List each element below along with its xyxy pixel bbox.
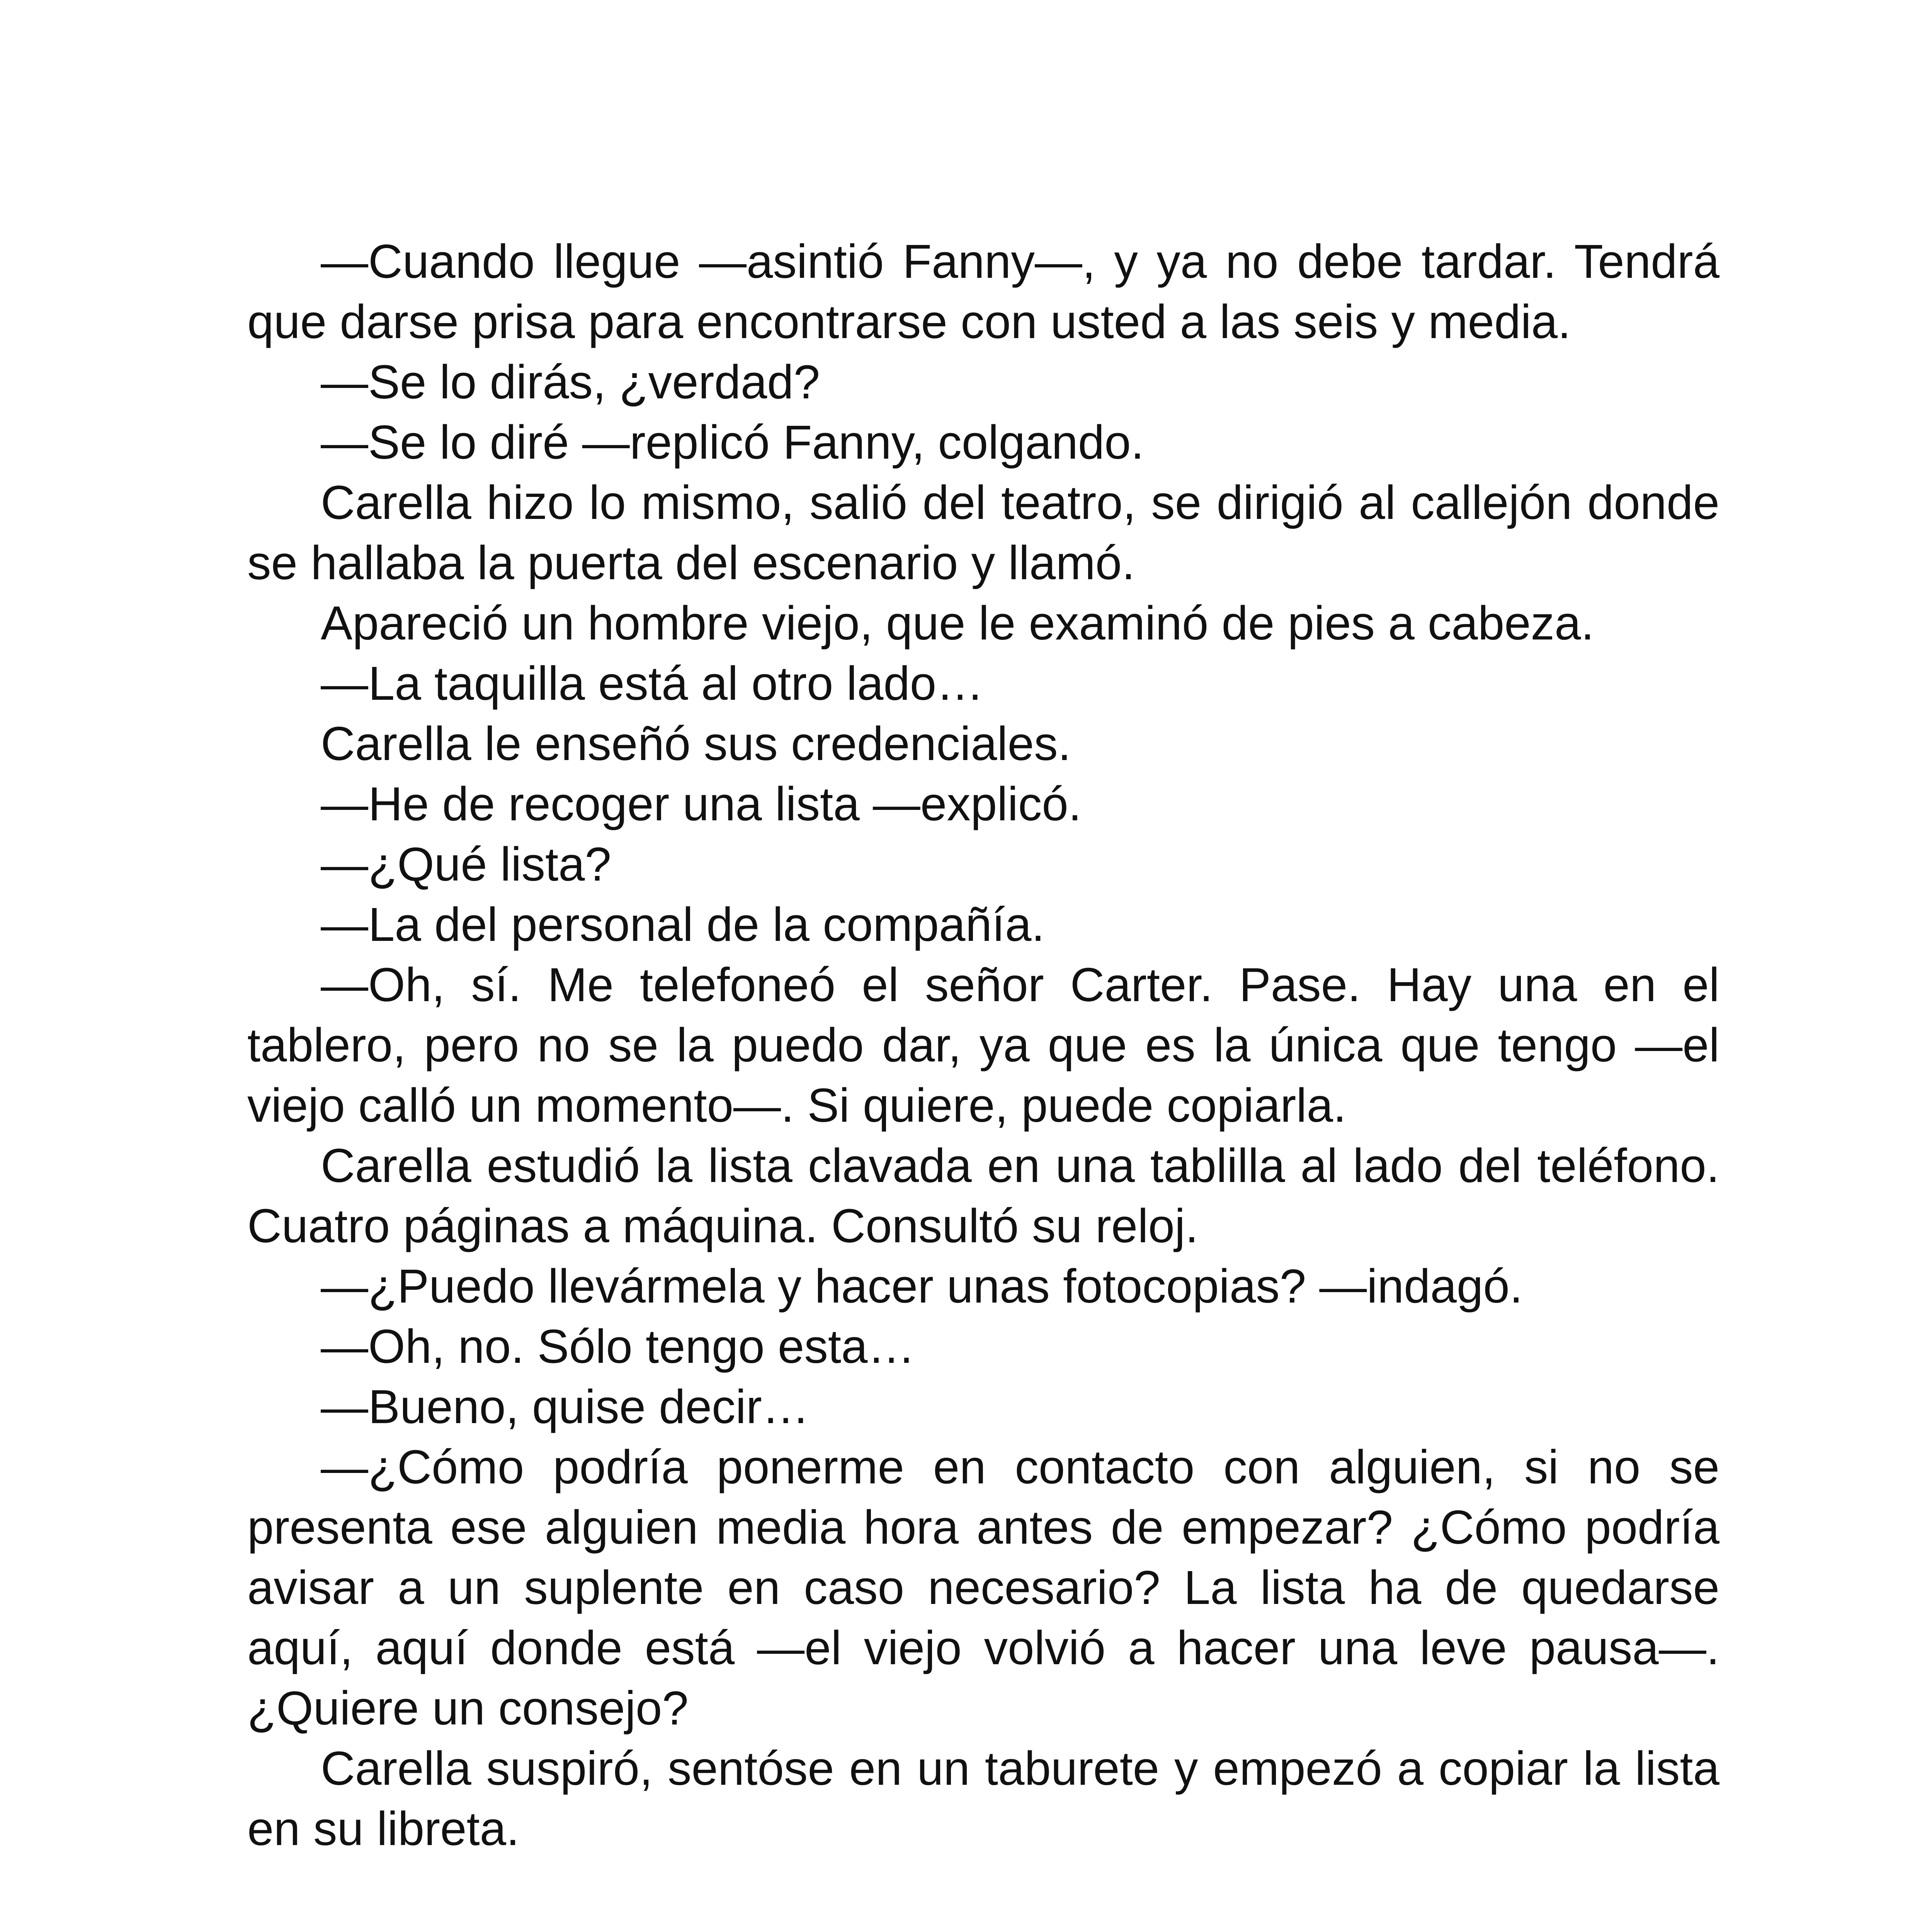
paragraph: Carella estudió la lista clavada en una tablilla al lado del teléfono. Cuatro páginas a máquina. Consultó su reloj.	[247, 1139, 1719, 1253]
paragraph: —Bueno, quise decir…	[321, 1381, 810, 1434]
paragraph: —Cuando llegue —asintió Fanny—, y ya no debe tardar. Tendrá que darse prisa para encontrarse con usted a las seis y media.	[247, 235, 1719, 349]
paragraph: —¿Puedo llevármela y hacer unas fotocopias? —indagó.	[321, 1260, 1523, 1313]
paragraph: Apareció un hombre viejo, que le examinó de pies a cabeza.	[321, 597, 1594, 650]
paragraph: —La del personal de la compañía.	[321, 898, 1045, 951]
paragraph: Carella hizo lo mismo, salió del teatro, se dirigió al callejón donde se hallaba la puerta del escenario y llamó.	[247, 476, 1719, 590]
paragraph: Carella suspiró, sentóse en un taburete y empezó a copiar la lista en su libreta.	[247, 1742, 1719, 1855]
text-section-1	[247, 232, 1719, 1859]
paragraph: —He de recoger una lista —explicó.	[321, 778, 1082, 831]
paragraph: —¿Qué lista?	[321, 838, 611, 891]
paragraph: Carella le enseñó sus credenciales.	[321, 718, 1071, 770]
paragraph: —Oh, sí. Me telefoneó el señor Carter. Pase. Hay una en el tablero, pero no se la puedo dar, ya que es la única que tengo —el viejo calló un momento—. Si quiere, puede copiarla.	[247, 959, 1719, 1132]
paragraph: —Se lo dirás, ¿verdad?	[321, 356, 820, 409]
paragraph: —¿Cómo podría ponerme en contacto con alguien, si no se presenta ese alguien media hora antes de empezar? ¿Cómo podría avisar a un suplente en caso necesario? La lista ha de quedarse aquí, aquí donde está —el viejo volvió a hacer una leve pausa—. ¿Quiere un consejo?	[247, 1441, 1719, 1735]
paragraph: —La taquilla está al otro lado…	[321, 657, 984, 710]
paragraph: —Se lo diré —replicó Fanny, colgando.	[321, 416, 1144, 469]
paragraph: —Oh, no. Sólo tengo esta…	[321, 1320, 915, 1373]
